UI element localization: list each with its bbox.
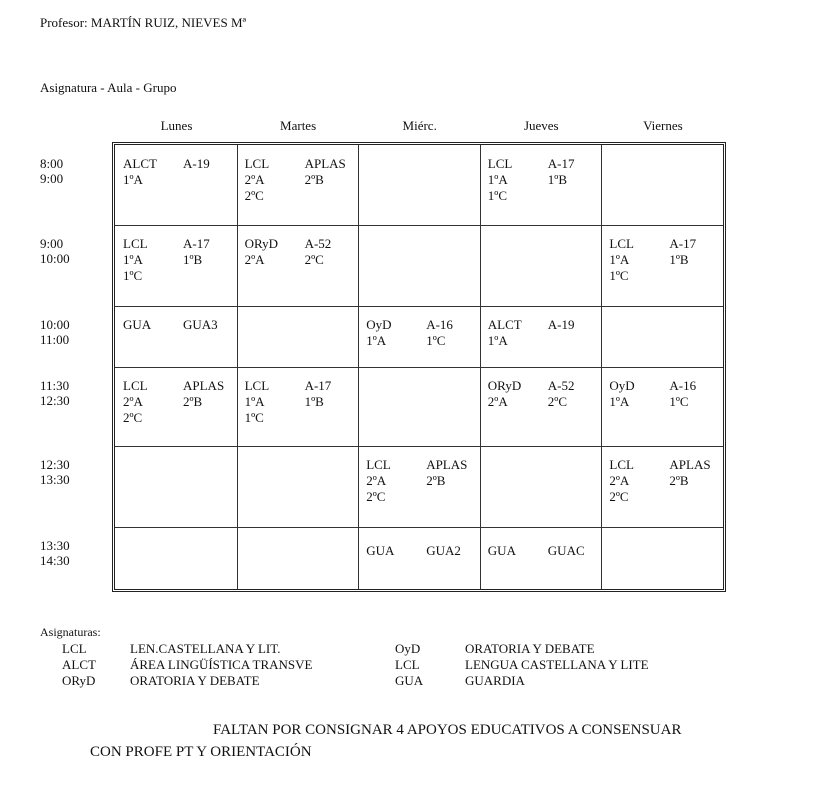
slot-end-time: 10:00 (40, 251, 70, 266)
note-line-1: FALTAN POR CONSIGNAR 4 APOYOS EDUCATIVOS A CONSENSUAR (213, 722, 682, 738)
slot-start-time: 13:30 (40, 538, 70, 553)
slot-end-time: 11:00 (40, 332, 70, 347)
cell-room: APLAS (183, 378, 225, 393)
cell-group: 1ºA (609, 394, 630, 409)
cell-group: 2ºA (487, 394, 508, 409)
slot-end-time: 12:30 (40, 393, 70, 408)
cell-group: 1ºC (426, 333, 446, 348)
slot-start-time: 11:30 (40, 378, 70, 393)
schedule-cell (366, 543, 482, 595)
schedule-cell (245, 378, 361, 430)
cell-subject: LCL (366, 457, 391, 472)
grid-hline (115, 527, 723, 528)
schedule-cell (609, 378, 725, 430)
cell-room: A-17 (669, 236, 697, 251)
cell-subject: LCL (244, 378, 270, 393)
subject-code: LCL (62, 641, 87, 656)
slot-start-time: 8:00 (40, 156, 64, 171)
day-header-2: Miérc. (402, 118, 437, 133)
day-header-4: Viernes (643, 118, 683, 133)
schedule-cell (123, 378, 239, 430)
cell-group: 1ºC (669, 394, 689, 409)
cell-room: A-52 (304, 236, 332, 251)
cell-room: APLAS (304, 156, 346, 171)
day-header-3: Jueves (523, 118, 559, 133)
cell-subject: OyD (609, 378, 635, 393)
cell-group: 2ºB (426, 473, 446, 488)
cell-group: 2ºC (366, 489, 386, 504)
subject-code: ALCT (62, 657, 96, 672)
cell-room: A-16 (669, 378, 697, 393)
cell-subject: ALCT (487, 317, 522, 332)
cell-room: APLAS (426, 457, 468, 472)
cell-room: A-19 (183, 156, 210, 171)
cell-subject: GUA (366, 543, 395, 558)
slot-start-time: 10:00 (40, 317, 70, 332)
subject-name: LEN.CASTELLANA Y LIT. (130, 641, 281, 656)
schedule-grid (112, 142, 726, 592)
subject-name: ORATORIA Y DEBATE (465, 641, 595, 656)
schedule-cell (366, 317, 482, 369)
slot-start-time: 12:30 (40, 457, 70, 472)
cell-subject: LCL (123, 378, 148, 393)
cell-room: A-52 (547, 378, 575, 393)
cell-group: 1ºC (609, 268, 629, 283)
cell-subject: ALCT (123, 156, 157, 171)
cell-subject: ORyD (487, 378, 522, 393)
schedule-cell (366, 457, 482, 509)
cell-subject: LCL (244, 156, 270, 171)
cell-group: 2ºB (183, 394, 203, 409)
cell-group: 1ºB (547, 172, 567, 187)
cell-group: 2ºA (244, 172, 265, 187)
cell-subject: LCL (487, 156, 513, 171)
cell-group: 2ºA (123, 394, 143, 409)
teacher-name: Profesor: MARTÍN RUIZ, NIEVES Mª (40, 15, 247, 30)
cell-group: 2ºC (547, 394, 567, 409)
schedule-cell (245, 236, 361, 288)
subject-name: LENGUA CASTELLANA Y LITE (465, 657, 649, 672)
grid-legend: Asignatura - Aula - Grupo (40, 80, 177, 95)
cell-subject: LCL (123, 236, 148, 251)
cell-group: 1ºA (244, 394, 265, 409)
cell-room: A-17 (304, 378, 332, 393)
slot-end-time: 14:30 (40, 553, 70, 568)
cell-subject: GUA (487, 543, 516, 558)
schedule-cell (609, 457, 725, 509)
grid-hline (115, 306, 723, 307)
cell-room: A-17 (183, 236, 210, 251)
cell-group: 2ºC (609, 489, 629, 504)
schedule-cell (245, 156, 361, 208)
cell-group: 1ºC (244, 410, 264, 425)
cell-group: 1ºC (123, 268, 143, 283)
cell-group: 1ºA (487, 333, 508, 348)
grid-hline (115, 446, 723, 447)
cell-group: 2ºC (123, 410, 143, 425)
note-line-2: CON PROFE PT Y ORIENTACIÓN (90, 744, 312, 760)
cell-room: A-17 (547, 156, 575, 171)
schedule-cell (123, 156, 239, 208)
subject-code: LCL (395, 657, 420, 672)
day-header-1: Martes (280, 118, 317, 133)
schedule-cell (488, 156, 604, 208)
cell-subject: GUA (123, 317, 152, 332)
schedule-cell (488, 317, 604, 369)
cell-group: 2ºA (244, 252, 265, 267)
cell-group: 2ºA (609, 473, 630, 488)
schedule-cell (488, 378, 604, 430)
cell-subject: LCL (609, 457, 634, 472)
cell-group: 1ºC (487, 188, 507, 203)
subjects-title: Asignaturas: (40, 625, 101, 639)
cell-room: APLAS (669, 457, 711, 472)
subject-name: ÁREA LINGÜÍSTICA TRANSVE (130, 657, 313, 672)
slot-end-time: 9:00 (40, 171, 64, 186)
cell-group: 1ºA (609, 252, 630, 267)
cell-room: GUA2 (426, 543, 461, 558)
subject-code: OyD (395, 641, 421, 656)
cell-group: 2ºC (244, 188, 264, 203)
cell-subject: ORyD (244, 236, 279, 251)
cell-group: 1ºA (123, 172, 143, 187)
cell-group: 2ºB (669, 473, 689, 488)
cell-subject: LCL (609, 236, 634, 251)
cell-room: GUAC (547, 543, 585, 558)
subject-name: ORATORIA Y DEBATE (130, 673, 260, 688)
cell-group: 2ºB (304, 172, 324, 187)
cell-room: A-16 (426, 317, 453, 332)
cell-room: A-19 (547, 317, 575, 332)
cell-group: 1ºA (123, 252, 143, 267)
schedule-cell (609, 236, 725, 288)
slot-start-time: 9:00 (40, 236, 64, 251)
subject-name: GUARDIA (465, 673, 525, 688)
grid-hline (115, 225, 723, 226)
cell-room: GUA3 (183, 317, 218, 332)
cell-group: 1ºA (487, 172, 508, 187)
subject-code: ORyD (62, 673, 96, 688)
day-header-0: Lunes (160, 118, 193, 133)
cell-group: 1ºA (366, 333, 387, 348)
schedule-cell (488, 543, 604, 595)
cell-group: 2ºA (366, 473, 387, 488)
subject-code: GUA (395, 673, 424, 688)
cell-group: 2ºC (304, 252, 324, 267)
slot-end-time: 13:30 (40, 472, 70, 487)
schedule-cell (123, 317, 239, 369)
cell-subject: OyD (366, 317, 392, 332)
cell-group: 1ºB (183, 252, 203, 267)
cell-group: 1ºB (669, 252, 689, 267)
schedule-cell (123, 236, 239, 288)
day-headers (116, 118, 722, 138)
cell-group: 1ºB (304, 394, 324, 409)
